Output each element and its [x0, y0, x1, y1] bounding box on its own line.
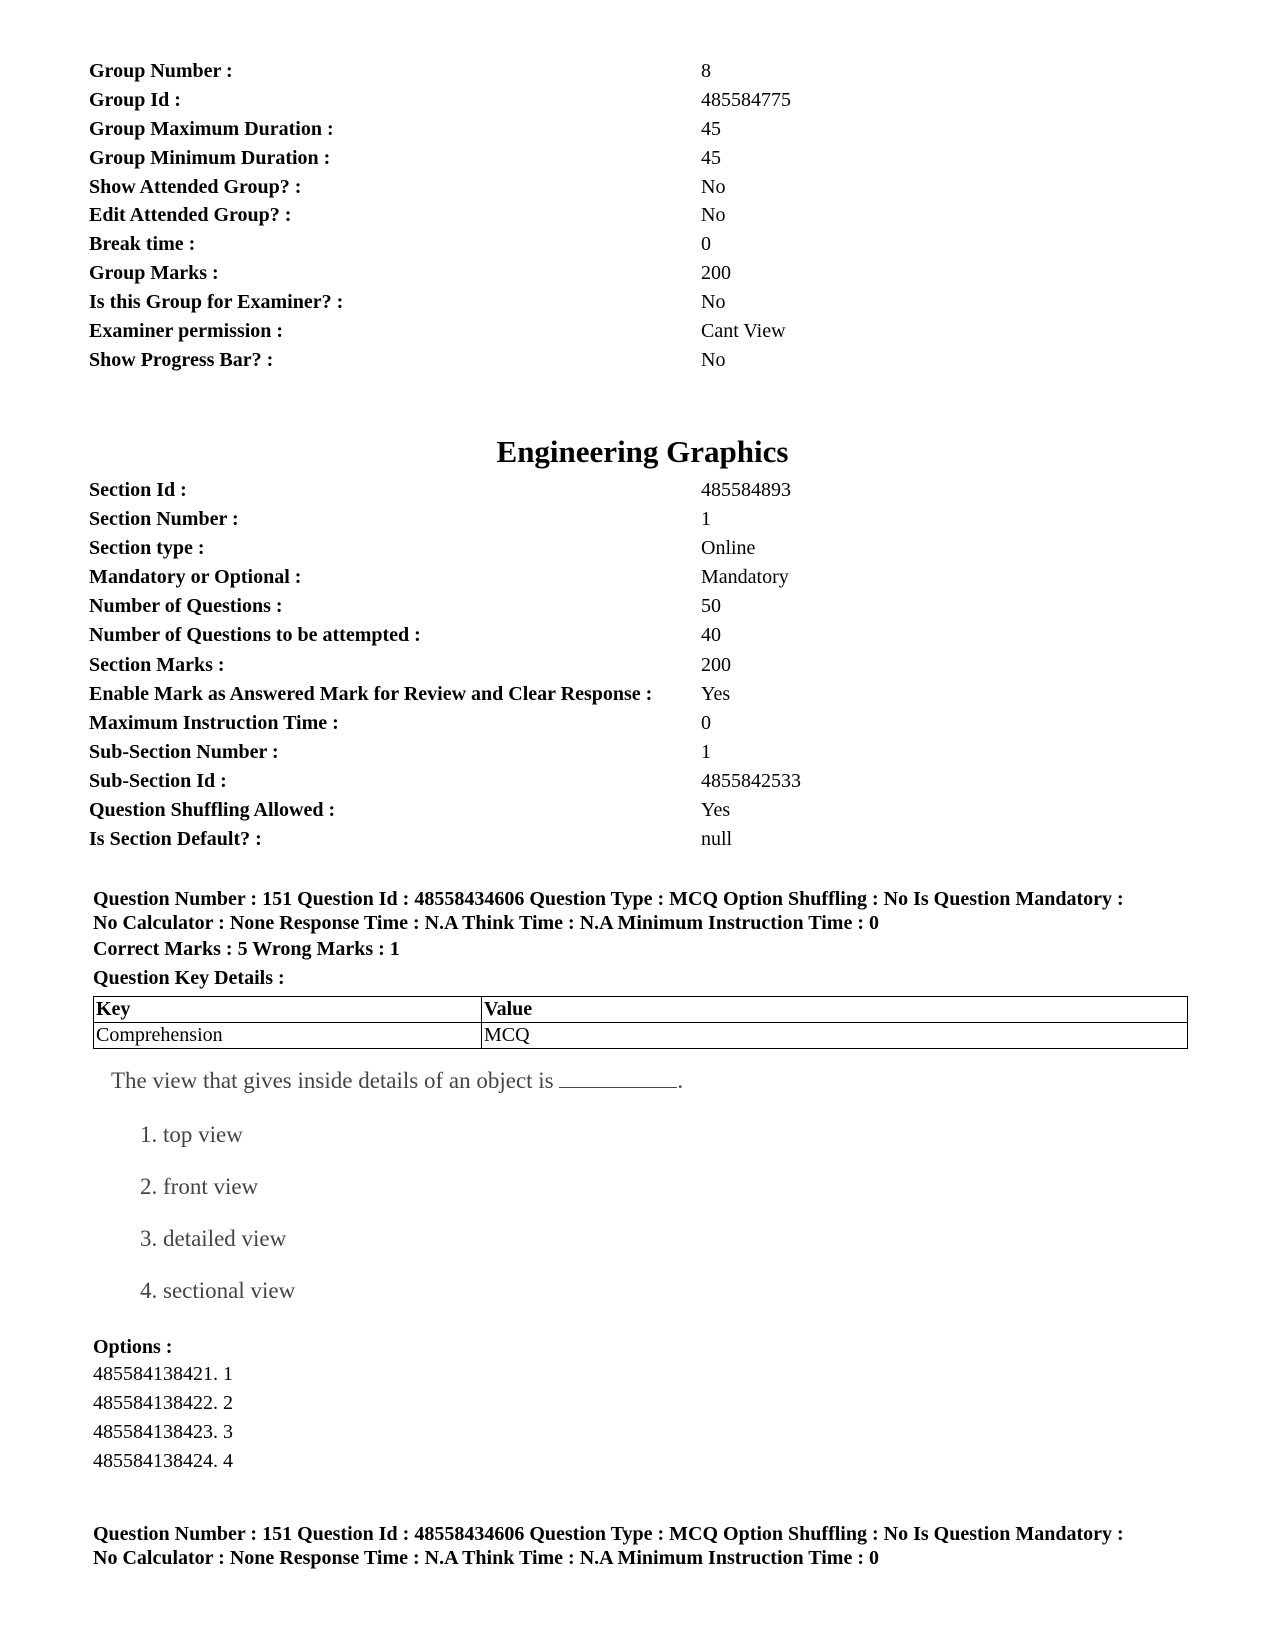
field-value: 200 — [701, 262, 731, 285]
options-list — [93, 1360, 233, 1476]
options-label: Options : — [93, 1336, 173, 1358]
question-choice: 1. top view — [140, 1122, 243, 1147]
section-row — [89, 825, 1189, 854]
field-value: 1 — [701, 508, 711, 531]
field-label: Enable Mark as Answered Mark for Review and Clear Response : — [89, 682, 653, 705]
question-stem — [111, 1068, 683, 1094]
field-label: Sub-Section Id : — [89, 769, 227, 792]
field-label: Number of Questions : — [89, 595, 283, 618]
group-row — [89, 115, 1189, 144]
field-label: Section Marks : — [89, 653, 225, 676]
field-value: 0 — [701, 233, 711, 256]
field-value: Mandatory — [701, 566, 789, 589]
question-marks: Correct Marks : 5 Wrong Marks : 1 — [93, 938, 400, 960]
field-label: Section type : — [89, 537, 205, 560]
section-row — [89, 651, 1189, 680]
group-row — [89, 57, 1189, 86]
field-label: Mandatory or Optional : — [89, 566, 302, 589]
field-label: Is this Group for Examiner? : — [89, 291, 344, 314]
group-row — [89, 259, 1189, 288]
group-row — [89, 317, 1189, 346]
section-row — [89, 505, 1189, 534]
field-label: Examiner permission : — [89, 320, 284, 343]
section-row — [89, 621, 1189, 650]
answer-blank — [559, 1069, 677, 1088]
field-value: Cant View — [701, 320, 786, 343]
field-label: Group Marks : — [89, 262, 219, 285]
question-header — [93, 1522, 1213, 1570]
section-title-text: Engineering Graphics — [496, 434, 789, 469]
field-label: Section Number : — [89, 508, 239, 531]
group-row — [89, 173, 1189, 202]
field-label: Maximum Instruction Time : — [89, 711, 339, 734]
field-value: 8 — [701, 60, 711, 82]
field-value: 200 — [701, 653, 731, 676]
group-row — [89, 230, 1189, 259]
section-row — [89, 767, 1189, 796]
field-value: null — [701, 828, 733, 851]
group-row — [89, 144, 1189, 173]
field-value: 4855842533 — [701, 769, 801, 792]
table-row — [94, 1023, 1188, 1049]
question-image — [93, 1068, 893, 1328]
question-choice: 2. front view — [140, 1174, 259, 1199]
field-value: 485584893 — [701, 479, 791, 501]
field-value: 45 — [701, 117, 721, 140]
section-info — [89, 476, 1189, 854]
section-row — [89, 534, 1189, 563]
field-label: Sub-Section Number : — [89, 740, 279, 763]
question-header — [93, 887, 1213, 935]
section-row — [89, 796, 1189, 825]
question-choice: 3. detailed view — [140, 1226, 287, 1251]
field-label: Section Id : — [89, 479, 187, 501]
field-value: No — [701, 204, 726, 227]
question-header-line: Question Number : 151 Question Id : 48558434606 Question Type : MCQ Option Shuffling : No Is Question Mandatory : — [93, 1523, 1124, 1545]
table-header-cell: Value — [482, 997, 1188, 1023]
option-item: 485584138422. 2 — [93, 1392, 233, 1414]
key-details-label: Question Key Details : — [93, 967, 285, 989]
group-row — [89, 201, 1189, 230]
key-details-table — [93, 996, 1188, 1049]
field-value: 45 — [701, 146, 721, 169]
group-row — [89, 346, 1189, 375]
table-cell: Comprehension — [94, 1023, 482, 1049]
field-value: No — [701, 175, 726, 198]
field-label: Number of Questions to be attempted : — [89, 624, 421, 647]
field-label: Show Progress Bar? : — [89, 348, 274, 371]
section-title — [0, 434, 1275, 470]
field-value: Online — [701, 537, 756, 560]
field-value: No — [701, 291, 726, 314]
group-info — [89, 57, 1189, 375]
question-stem-end: . — [677, 1068, 684, 1093]
field-value: 50 — [701, 595, 721, 618]
field-value: 1 — [701, 740, 711, 763]
field-label: Group Number : — [89, 60, 233, 82]
section-row — [89, 592, 1189, 621]
group-row — [89, 288, 1189, 317]
option-item: 485584138423. 3 — [93, 1421, 233, 1443]
section-row — [89, 476, 1189, 505]
question-stem-text: The view that gives inside details of an object is — [111, 1068, 554, 1093]
table-cell: MCQ — [482, 1023, 1188, 1049]
field-value: Yes — [701, 799, 731, 822]
field-label: Group Minimum Duration : — [89, 146, 331, 169]
section-row — [89, 680, 1189, 709]
field-value: Yes — [701, 682, 731, 705]
option-item: 485584138424. 4 — [93, 1450, 233, 1472]
option-item: 485584138421. 1 — [93, 1363, 233, 1385]
field-value: 40 — [701, 624, 721, 647]
group-row — [89, 86, 1189, 115]
field-label: Show Attended Group? : — [89, 175, 302, 198]
question-header-line: No Calculator : None Response Time : N.A Think Time : N.A Minimum Instruction Time : 0 — [93, 1547, 879, 1569]
field-label: Question Shuffling Allowed : — [89, 799, 336, 822]
field-label: Break time : — [89, 233, 196, 256]
table-header-cell: Key — [94, 997, 482, 1023]
question-choice: 4. sectional view — [140, 1278, 296, 1303]
field-value: No — [701, 348, 726, 371]
question-header-line: Question Number : 151 Question Id : 48558434606 Question Type : MCQ Option Shuffling : No Is Question Mandatory : — [93, 888, 1124, 910]
field-label: Group Maximum Duration : — [89, 117, 334, 140]
section-row — [89, 709, 1189, 738]
question-header-line: No Calculator : None Response Time : N.A Think Time : N.A Minimum Instruction Time : 0 — [93, 912, 879, 934]
field-value: 485584775 — [701, 88, 791, 111]
field-label: Group Id : — [89, 88, 181, 111]
field-label: Edit Attended Group? : — [89, 204, 292, 227]
field-value: 0 — [701, 711, 711, 734]
field-label: Is Section Default? : — [89, 828, 262, 851]
table-header-row — [94, 997, 1188, 1023]
section-row — [89, 738, 1189, 767]
section-row — [89, 563, 1189, 592]
